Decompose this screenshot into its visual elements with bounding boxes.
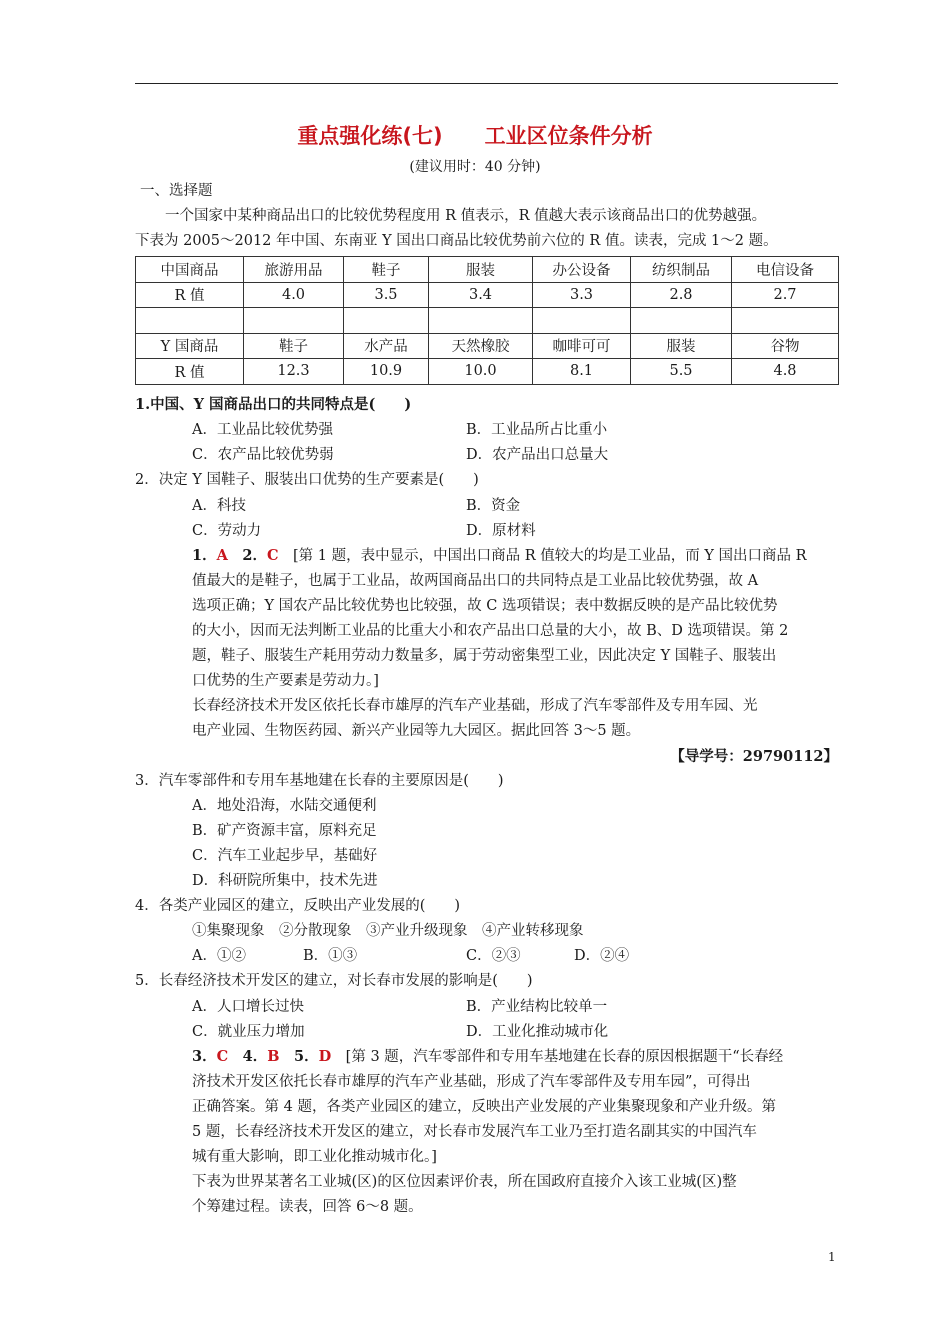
answer-3-5-line-1	[192, 1047, 783, 1067]
question-5-option-d: D．工业化推动城市化	[466, 1024, 609, 1040]
answer-3-5-line-5: 城有重大影响，即工业化推动城市化。]	[192, 1149, 437, 1165]
table-cell: 4.0	[244, 282, 344, 308]
answer-letter: D	[318, 1048, 332, 1065]
table-cell: 10.0	[429, 359, 533, 385]
table-cell	[136, 308, 244, 334]
answer-letter: B	[267, 1048, 280, 1065]
answer-1-2-line-1	[192, 546, 807, 566]
table-row	[136, 333, 839, 359]
page-subtitle: (建议用时：40 分钟)	[409, 159, 541, 175]
table-cell: 2.7	[732, 282, 839, 308]
table-cell: 2.8	[631, 282, 732, 308]
table-cell: 办公设备	[533, 257, 631, 283]
table-row	[136, 359, 839, 385]
table-cell	[732, 308, 839, 334]
question-4-option-b: B．①③	[303, 948, 358, 964]
table-cell: Y 国商品	[136, 333, 244, 359]
table-cell: 5.5	[631, 359, 732, 385]
table-row	[136, 308, 839, 334]
answer-1-2-line-5: 题，鞋子、服装生产耗用劳动力数量多，属于劳动密集型工业，因此决定 Y 国鞋子、服装出	[192, 648, 777, 664]
guide-number: 【导学号：29790112】	[670, 748, 838, 765]
question-1-option-d: D．农产品出口总量大	[466, 447, 609, 463]
question-5-stem: 5．长春经济技术开发区的建立，对长春市发展的影响是( )	[135, 973, 533, 989]
passage-2-line-1: 长春经济技术开发区依托长春市雄厚的汽车产业基础，形成了汽车零部件及专用车园、光	[192, 698, 758, 714]
table-cell: 3.5	[344, 282, 429, 308]
question-3-option-d: D．科研院所集中，技术先进	[192, 873, 378, 889]
table-cell	[533, 308, 631, 334]
passage-3-line-1: 下表为世界某著名工业城(区)的区位因素评价表，所在国政府直接介入该工业城(区)整	[192, 1174, 737, 1190]
answer-letter: C	[266, 547, 279, 564]
answer-number: 2．	[227, 547, 267, 564]
table-cell: 鞋子	[244, 333, 344, 359]
question-2-option-b: B．资金	[466, 498, 521, 514]
table-cell: 水产品	[344, 333, 429, 359]
table-cell: 鞋子	[344, 257, 429, 283]
table-cell: 中国商品	[136, 257, 244, 283]
answer-letter: A	[216, 547, 228, 564]
question-4-statements: ①集聚现象 ②分散现象 ③产业升级现象 ④产业转移现象	[192, 923, 584, 939]
answer-text: [第 3 题，汽车零部件和专用车基地建在长春的原因根据题干“长春经	[331, 1049, 784, 1065]
intro-line-2: 下表为 2005～2012 年中国、东南亚 Y 国出口商品比较优势前六位的 R 值。读表，完成 1～2 题。	[135, 233, 778, 249]
table-cell: 3.4	[429, 282, 533, 308]
table-row	[136, 257, 839, 283]
answer-number: 1．	[192, 547, 217, 564]
section-heading: 一、选择题	[140, 183, 213, 199]
page-number: 1	[828, 1250, 836, 1264]
question-1-option-a: A．工业品比较优势强	[192, 422, 333, 438]
table-cell: 谷物	[732, 333, 839, 359]
question-3-option-b: B．矿产资源丰富，原料充足	[192, 823, 377, 839]
question-3-option-a: A．地处沿海，水陆交通便利	[192, 798, 377, 814]
answer-3-5-line-4: 5 题，长春经济技术开发区的建立，对长春市发展汽车工业乃至打造名副其实的中国汽车	[192, 1124, 757, 1140]
table-row	[136, 282, 839, 308]
r-value-table	[135, 256, 839, 385]
table-cell: 天然橡胶	[429, 333, 533, 359]
question-1-option-c: C．农产品比较优势弱	[192, 447, 334, 463]
table-cell: 3.3	[533, 282, 631, 308]
question-4-option-a: A．①②	[192, 948, 246, 964]
table-cell: R 值	[136, 282, 244, 308]
table-cell	[429, 308, 533, 334]
answer-text: [第 1 题，表中显示，中国出口商品 R 值较大的均是工业品，而 Y 国出口商品 R	[278, 548, 807, 564]
answer-1-2-line-2: 值最大的是鞋子，也属于工业品，故两国商品出口的共同特点是工业品比较优势强，故 A	[192, 573, 759, 589]
answer-number: 3．	[192, 1048, 217, 1065]
passage-2-line-2: 电产业园、生物医药园、新兴产业园等九大园区。据此回答 3～5 题。	[192, 723, 641, 739]
question-1-option-b: B．工业品所占比重小	[466, 422, 608, 438]
question-4-option-c: C．②③	[466, 948, 521, 964]
answer-1-2-line-6: 口优势的生产要素是劳动力。]	[192, 673, 379, 689]
table-cell: 4.8	[732, 359, 839, 385]
header-rule	[135, 83, 838, 84]
intro-line-1: 一个国家中某种商品出口的比较优势程度用 R 值表示，R 值越大表示该商品出口的优势越强。	[165, 208, 767, 224]
table-cell: 旅游用品	[244, 257, 344, 283]
answer-3-5-line-2: 济技术开发区依托长春市雄厚的汽车产业基础，形成了汽车零部件及专用车园”，可得出	[192, 1074, 751, 1090]
table-cell: 12.3	[244, 359, 344, 385]
question-2-option-c: C．劳动力	[192, 523, 262, 539]
question-5-option-b: B．产业结构比较单一	[466, 999, 608, 1015]
question-4-stem: 4．各类产业园区的建立，反映出产业发展的( )	[135, 898, 461, 914]
question-3-option-c: C．汽车工业起步早，基础好	[192, 848, 378, 864]
question-2-option-d: D．原材料	[466, 523, 536, 539]
question-1-stem: 1.中国、Y 国商品出口的共同特点是( )	[135, 396, 412, 413]
answer-1-2-line-4: 的大小，因而无法判断工业品的比重大小和农产品出口总量的大小，故 B、D 选项错误。第 2	[192, 623, 789, 639]
question-5-option-c: C．就业压力增加	[192, 1024, 305, 1040]
table-cell: 电信设备	[732, 257, 839, 283]
question-5-option-a: A．人口增长过快	[192, 999, 304, 1015]
question-2-option-a: A．科技	[192, 498, 246, 514]
question-2-stem: 2．决定 Y 国鞋子、服装出口优势的生产要素是( )	[135, 472, 479, 488]
table-cell	[631, 308, 732, 334]
table-cell: 服装	[429, 257, 533, 283]
table-cell: 8.1	[533, 359, 631, 385]
page-title: 重点强化练(七) 工业区位条件分析	[297, 124, 653, 148]
answer-number: 5．	[279, 1048, 319, 1065]
passage-3-line-2: 个筹建过程。读表，回答 6～8 题。	[192, 1199, 423, 1215]
answer-letter: C	[216, 1048, 229, 1065]
table-cell: R 值	[136, 359, 244, 385]
question-4-option-d: D．②④	[574, 948, 630, 964]
table-cell	[244, 308, 344, 334]
table-cell: 咖啡可可	[533, 333, 631, 359]
answer-number: 4．	[228, 1048, 268, 1065]
table-cell: 纺织制品	[631, 257, 732, 283]
table-cell: 服装	[631, 333, 732, 359]
table-cell: 10.9	[344, 359, 429, 385]
answer-1-2-line-3: 选项正确；Y 国农产品比较优势也比较强，故 C 选项错误；表中数据反映的是产品比较优势	[192, 598, 778, 614]
question-3-stem: 3．汽车零部件和专用车基地建在长春的主要原因是( )	[135, 773, 504, 789]
answer-3-5-line-3: 正确答案。第 4 题，各类产业园区的建立，反映出产业发展的产业集聚现象和产业升级。第	[192, 1099, 776, 1115]
table-cell	[344, 308, 429, 334]
